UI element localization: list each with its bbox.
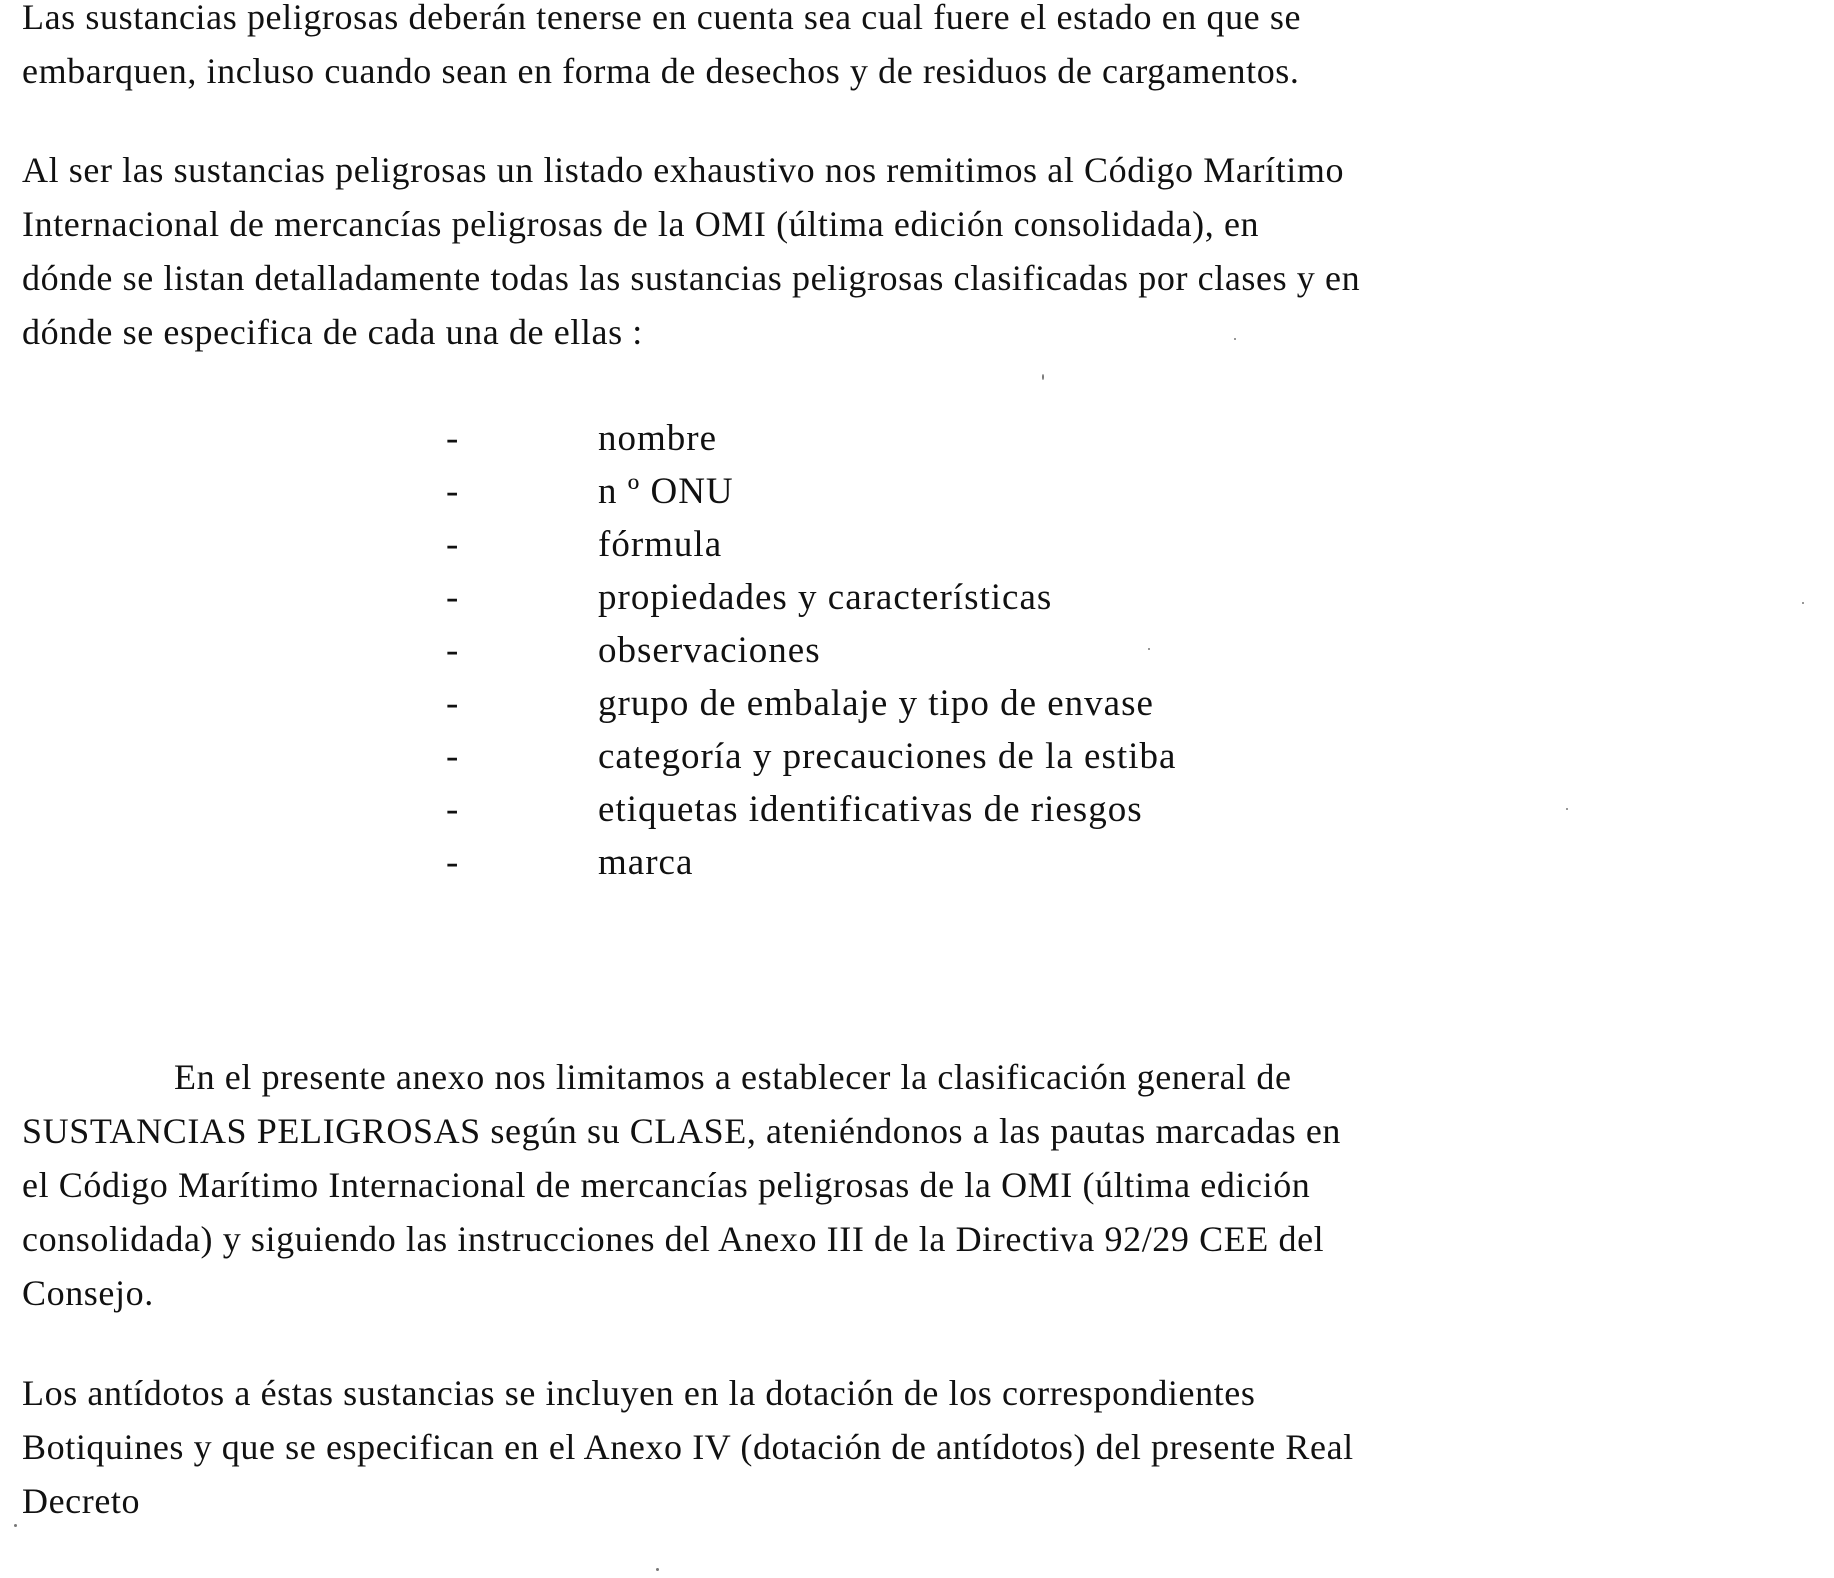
scan-speck xyxy=(14,1524,17,1527)
list-item-label: n º ONU xyxy=(598,471,734,512)
list-marker: - xyxy=(446,683,460,724)
list-item xyxy=(446,730,1176,783)
list-marker: - xyxy=(446,736,460,777)
list-marker: - xyxy=(446,630,460,671)
text-line: Internacional de mercancías peligrosas de la OMI (última edición consolidada), en xyxy=(22,204,1260,244)
scan-speck xyxy=(1802,602,1804,604)
list-item-label: observaciones xyxy=(598,630,821,671)
list-marker: - xyxy=(446,418,460,459)
list-marker: - xyxy=(446,577,460,618)
paragraph-classification xyxy=(22,1050,1822,1320)
list-marker: - xyxy=(446,789,460,830)
text-line: Las sustancias peligrosas deberán tenerse en cuenta sea cual fuere el estado en que se xyxy=(22,0,1302,37)
text-line: Al ser las sustancias peligrosas un listado exhaustivo nos remitimos al Código Marítimo xyxy=(22,150,1345,190)
scan-speck xyxy=(656,1568,659,1571)
text-line: Botiquines y que se especifican en el Anexo IV (dotación de antídotos) del presente Real xyxy=(22,1427,1354,1467)
text-line: SUSTANCIAS PELIGROSAS según su CLASE, ateniéndonos a las pautas marcadas en xyxy=(22,1111,1341,1151)
scan-speck xyxy=(1566,808,1568,810)
list-item xyxy=(446,412,1176,465)
list-item-label: fórmula xyxy=(598,524,723,565)
paragraph-antidotes xyxy=(22,1366,1822,1528)
text-line: Los antídotos a éstas sustancias se incluyen en la dotación de los correspondientes xyxy=(22,1373,1256,1413)
list-item xyxy=(446,624,1176,677)
list-item xyxy=(446,836,1176,889)
text-line: consolidada) y siguiendo las instrucciones del Anexo III de la Directiva 92/29 CEE del xyxy=(22,1219,1325,1259)
list-item-label: grupo de embalaje y tipo de envase xyxy=(598,683,1154,724)
scan-speck xyxy=(1148,648,1150,650)
scan-speck xyxy=(1042,374,1044,380)
list-item xyxy=(446,465,1176,518)
list-item-label: etiquetas identificativas de riesgos xyxy=(598,789,1143,830)
list-item-label: categoría y precauciones de la estiba xyxy=(598,736,1177,777)
list-marker: - xyxy=(446,471,460,512)
list-marker: - xyxy=(446,842,460,883)
text-line: Decreto xyxy=(22,1481,141,1521)
paragraph-hazardous-state xyxy=(22,0,1822,98)
list-item-label: marca xyxy=(598,842,694,883)
paragraph-imo-code-reference xyxy=(22,143,1822,359)
list-item xyxy=(446,783,1176,836)
list-marker: - xyxy=(446,524,460,565)
text-line: dónde se especifica de cada una de ellas : xyxy=(22,312,643,352)
list-item-label: nombre xyxy=(598,418,718,459)
specification-list xyxy=(446,412,1176,889)
list-item xyxy=(446,571,1176,624)
list-item xyxy=(446,677,1176,730)
text-line: el Código Marítimo Internacional de mercancías peligrosas de la OMI (última edición xyxy=(22,1165,1311,1205)
list-item-label: propiedades y características xyxy=(598,577,1053,618)
text-line: embarquen, incluso cuando sean en forma de desechos y de residuos de cargamentos. xyxy=(22,51,1300,91)
list-item xyxy=(446,518,1176,571)
text-line: dónde se listan detalladamente todas las sustancias peligrosas clasificadas por clases y en xyxy=(22,258,1361,298)
text-line: En el presente anexo nos limitamos a establecer la clasificación general de xyxy=(174,1057,1292,1097)
text-line: Consejo. xyxy=(22,1273,154,1313)
scan-speck xyxy=(1234,338,1236,340)
